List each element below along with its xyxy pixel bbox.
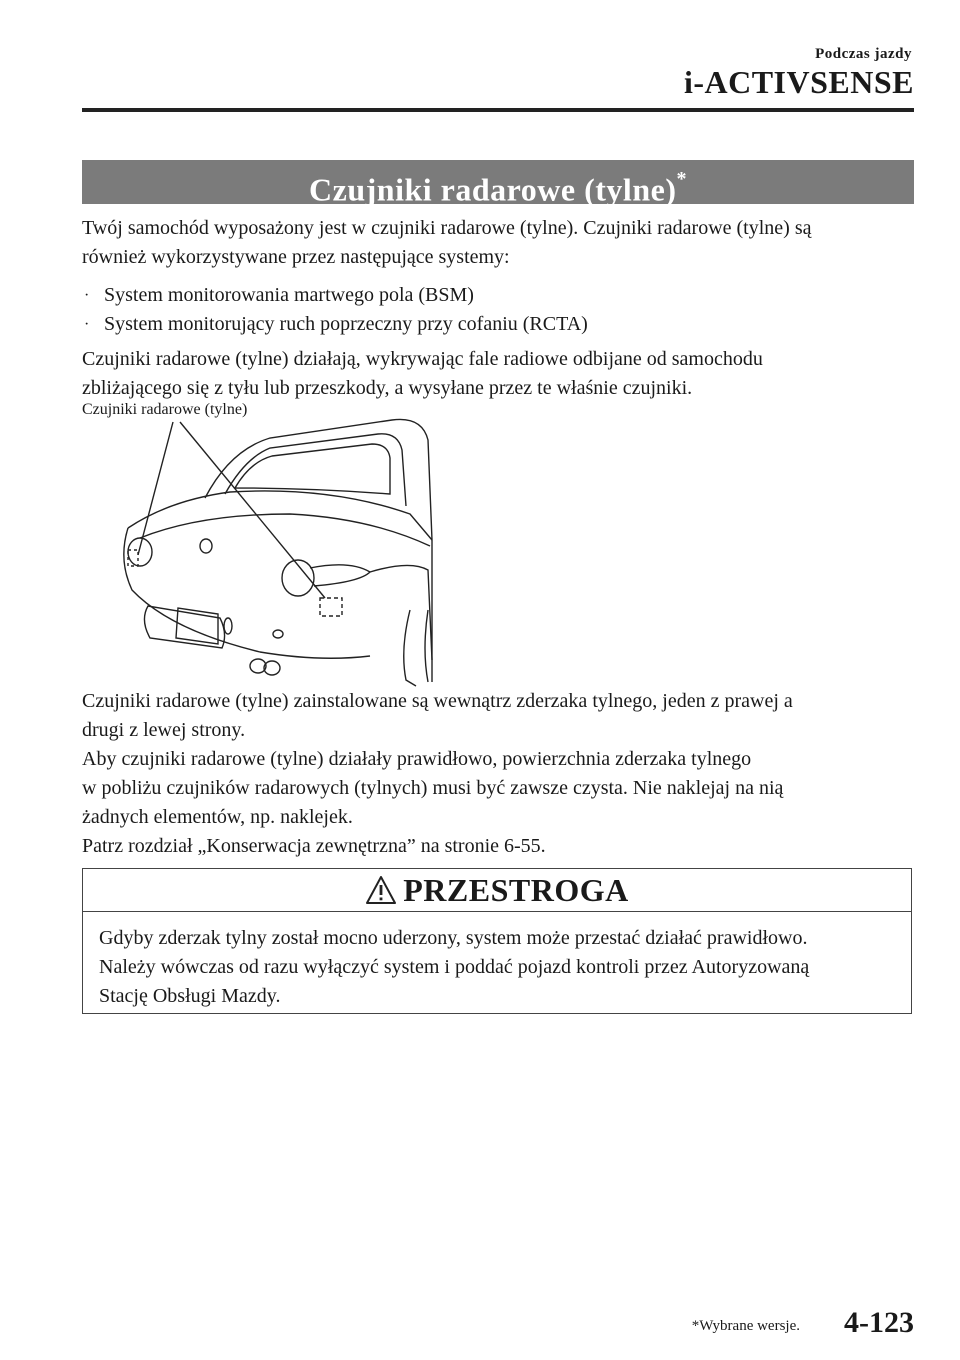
list-item-text: System monitorujący ruch poprzeczny przy cofaniu (RCTA) (104, 313, 588, 335)
rear-car-illustration (110, 410, 450, 690)
header-rule (82, 108, 914, 112)
caution-text (83, 912, 911, 1011)
bullet-icon: · (84, 287, 90, 304)
page-title-text: Czujniki radarowe (tylne) (309, 171, 677, 208)
reference-text: Patrz rozdział „Konserwacja zewnętrzna” na stronie 6-55. (82, 835, 546, 857)
caution-line-1: Gdyby zderzak tylny został mocno uderzony, system może przestać działać prawidłowo. (99, 927, 808, 949)
warning-triangle-icon (365, 875, 397, 905)
maintenance-paragraph (82, 745, 914, 832)
list-item (84, 281, 588, 310)
caution-box (82, 868, 912, 1014)
caution-line-3: Stację Obsługi Mazdy. (99, 985, 281, 1007)
operation-line-2: zbliżającego się z tyłu lub przeszkody, a wysyłane przez te właśnie czujniki. (82, 377, 693, 399)
intro-paragraph (82, 214, 914, 272)
maintenance-line-1: Aby czujniki radarowe (tylne) działały prawidłowo, powierzchnia zderzaka tylnego (82, 748, 752, 770)
page-number: 4-123 (844, 1306, 914, 1339)
caution-heading-text: PRZESTROGA (403, 871, 629, 908)
maintenance-line-3: żadnych elementów, np. naklejek. (82, 806, 353, 828)
installation-paragraph (82, 687, 914, 745)
list-item (84, 310, 588, 339)
operation-paragraph (82, 345, 914, 403)
intro-line-1: Twój samochód wyposażony jest w czujniki radarowe (tylne). Czujniki radarowe (tylne) są (82, 217, 812, 239)
page-title (82, 160, 914, 208)
chapter-title: Podczas jazdy (815, 46, 912, 62)
caution-heading (83, 869, 911, 912)
footnote: *Wybrane wersje. (691, 1318, 800, 1334)
installation-line-1: Czujniki radarowe (tylne) zainstalowane są wewnątrz zderzaka tylnego, jeden z prawej a (82, 690, 793, 712)
operation-line-1: Czujniki radarowe (tylne) działają, wykrywając fale radiowe odbijane od samochodu (82, 348, 763, 370)
optional-equipment-asterisk: * (676, 168, 687, 190)
intro-line-2: również wykorzystywane przez następujące systemy: (82, 246, 510, 268)
figure-label: Czujniki radarowe (tylne) (82, 401, 248, 418)
section-title: i-ACTIVSENSE (683, 64, 914, 100)
caution-line-2: Należy wówczas od razu wyłączyć system i poddać pojazd kontroli przez Autoryzowaną (99, 956, 810, 978)
bullet-icon: · (84, 316, 90, 333)
installation-line-2: drugi z lewej strony. (82, 719, 246, 741)
maintenance-line-2: w pobliżu czujników radarowych (tylnych) musi być zawsze czysta. Nie naklejaj na nią (82, 777, 784, 799)
list-item-text: System monitorowania martwego pola (BSM) (104, 284, 474, 306)
systems-list (84, 281, 588, 339)
